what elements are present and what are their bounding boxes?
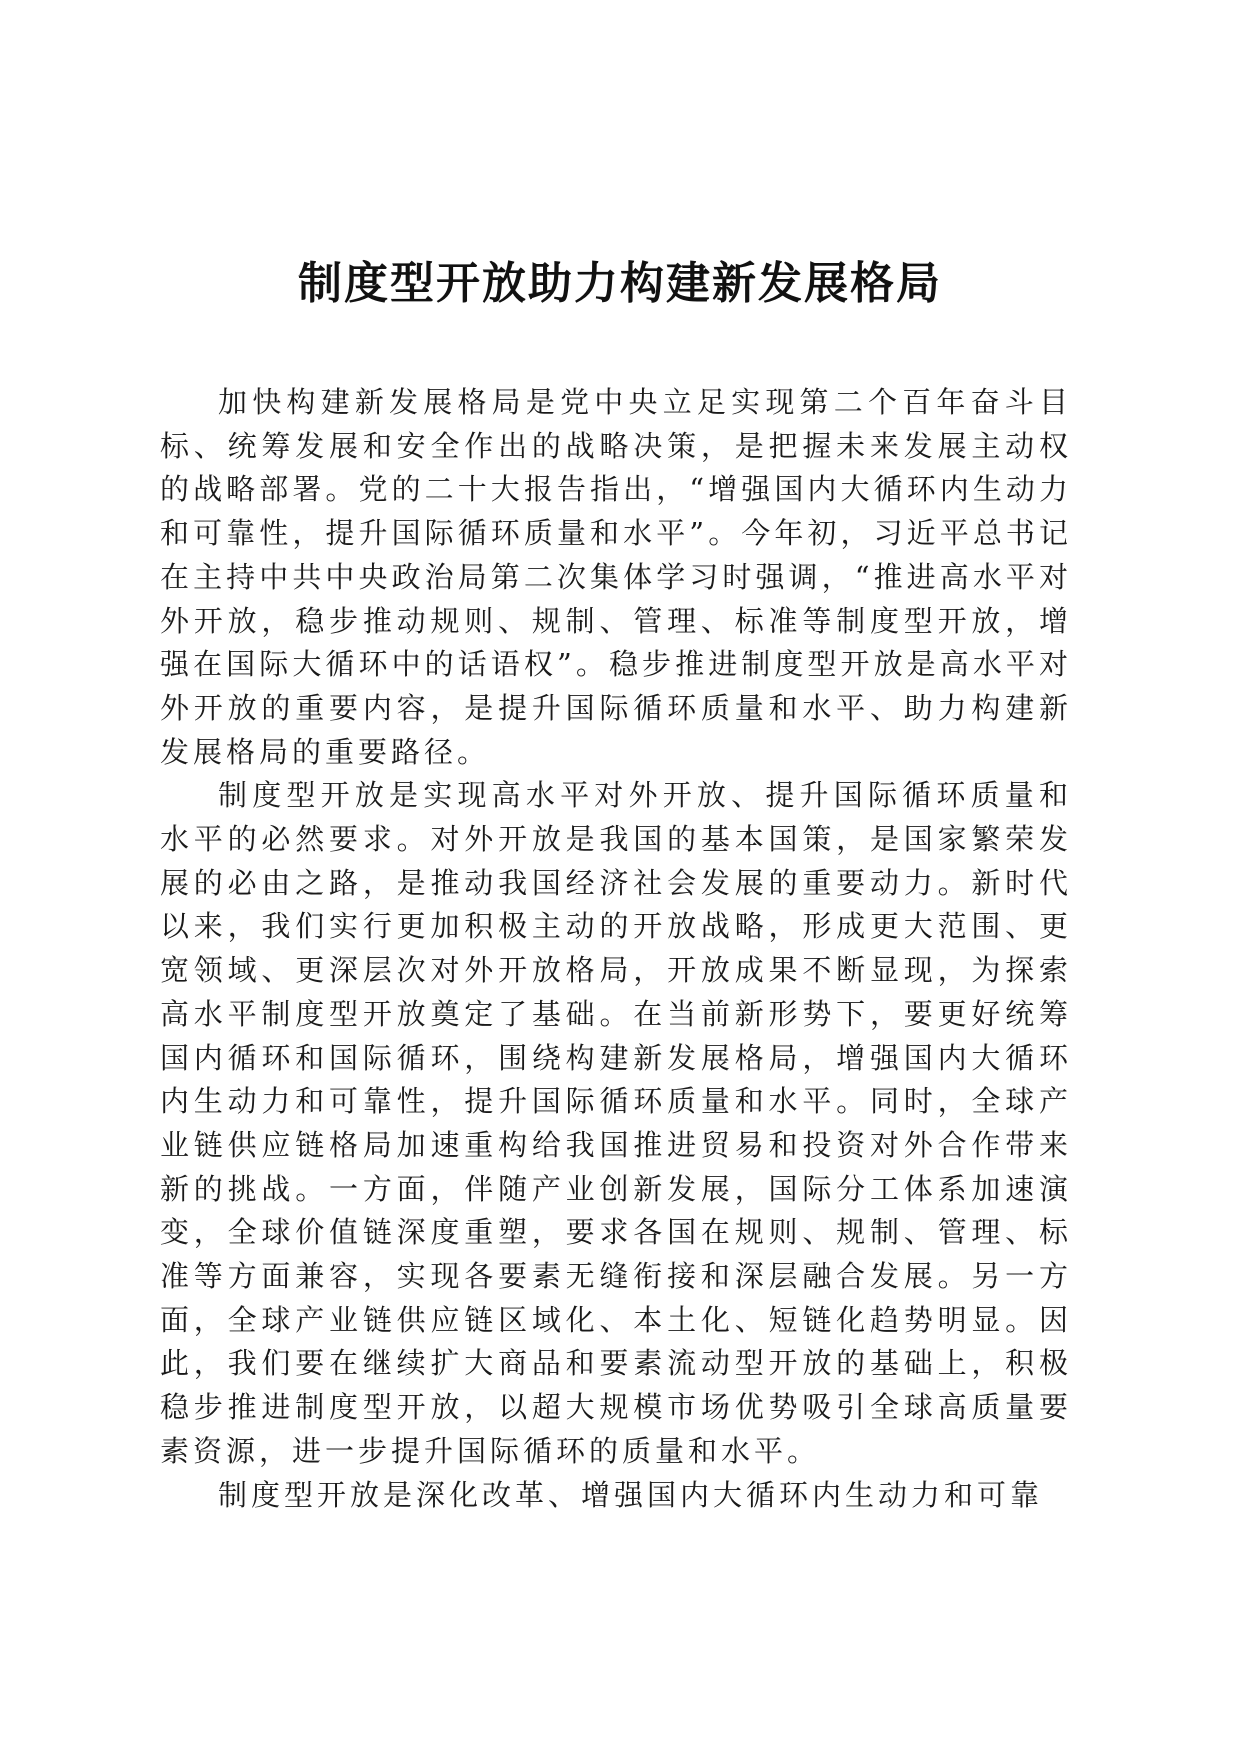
- document-title: 制度型开放助力构建新发展格局: [298, 258, 942, 309]
- paragraph-3: 制度型开放是深化改革、增强国内大循环内生动力和可靠: [218, 1477, 1044, 1512]
- document-body: [160, 381, 1072, 1517]
- paragraph-1: 加快构建新发展格局是党中央立足实现第二个百年奋斗目标、统筹发展和安全作出的战略决策，是把握未来发展主动权的战略部署。党的二十大报告指出，“增强国内大循环内生动力和可靠性，提升国际循环质量和水平”。今年初，习近平总书记在主持中共中央政治局第二次集体学习时强调，“推进高水平对外开放，稳步推动规则、规制、管理、标准等制度型开放，增强在国际大循环中的话语权”。稳步推进制度型开放是高水平对外开放的重要内容，是提升国际循环质量和水平、助力构建新发展格局的重要路径。: [160, 385, 1072, 769]
- paragraph-2: 制度型开放是实现高水平对外开放、提升国际循环质量和水平的必然要求。对外开放是我国的基本国策，是国家繁荣发展的必由之路，是推动我国经济社会发展的重要动力。新时代以来，我们实行更加积极主动的开放战略，形成更大范围、更宽领域、更深层次对外开放格局，开放成果不断显现，为探索高水平制度型开放奠定了基础。在当前新形势下，要更好统筹国内循环和国际循环，围绕构建新发展格局，增强国内大循环内生动力和可靠性，提升国际循环质量和水平。同时，全球产业链供应链格局加速重构给我国推进贸易和投资对外合作带来新的挑战。一方面，伴随产业创新发展，国际分工体系加速演变，全球价值链深度重塑，要求各国在规则、规制、管理、标准等方面兼容，实现各要素无缝衔接和深层融合发展。另一方面，全球产业链供应链区域化、本土化、短链化趋势明显。因此，我们要在继续扩大商品和要素流动型开放的基础上，积极稳步推进制度型开放，以超大规模市场优势吸引全球高质量要素资源，进一步提升国际循环的质量和水平。: [160, 778, 1072, 1468]
